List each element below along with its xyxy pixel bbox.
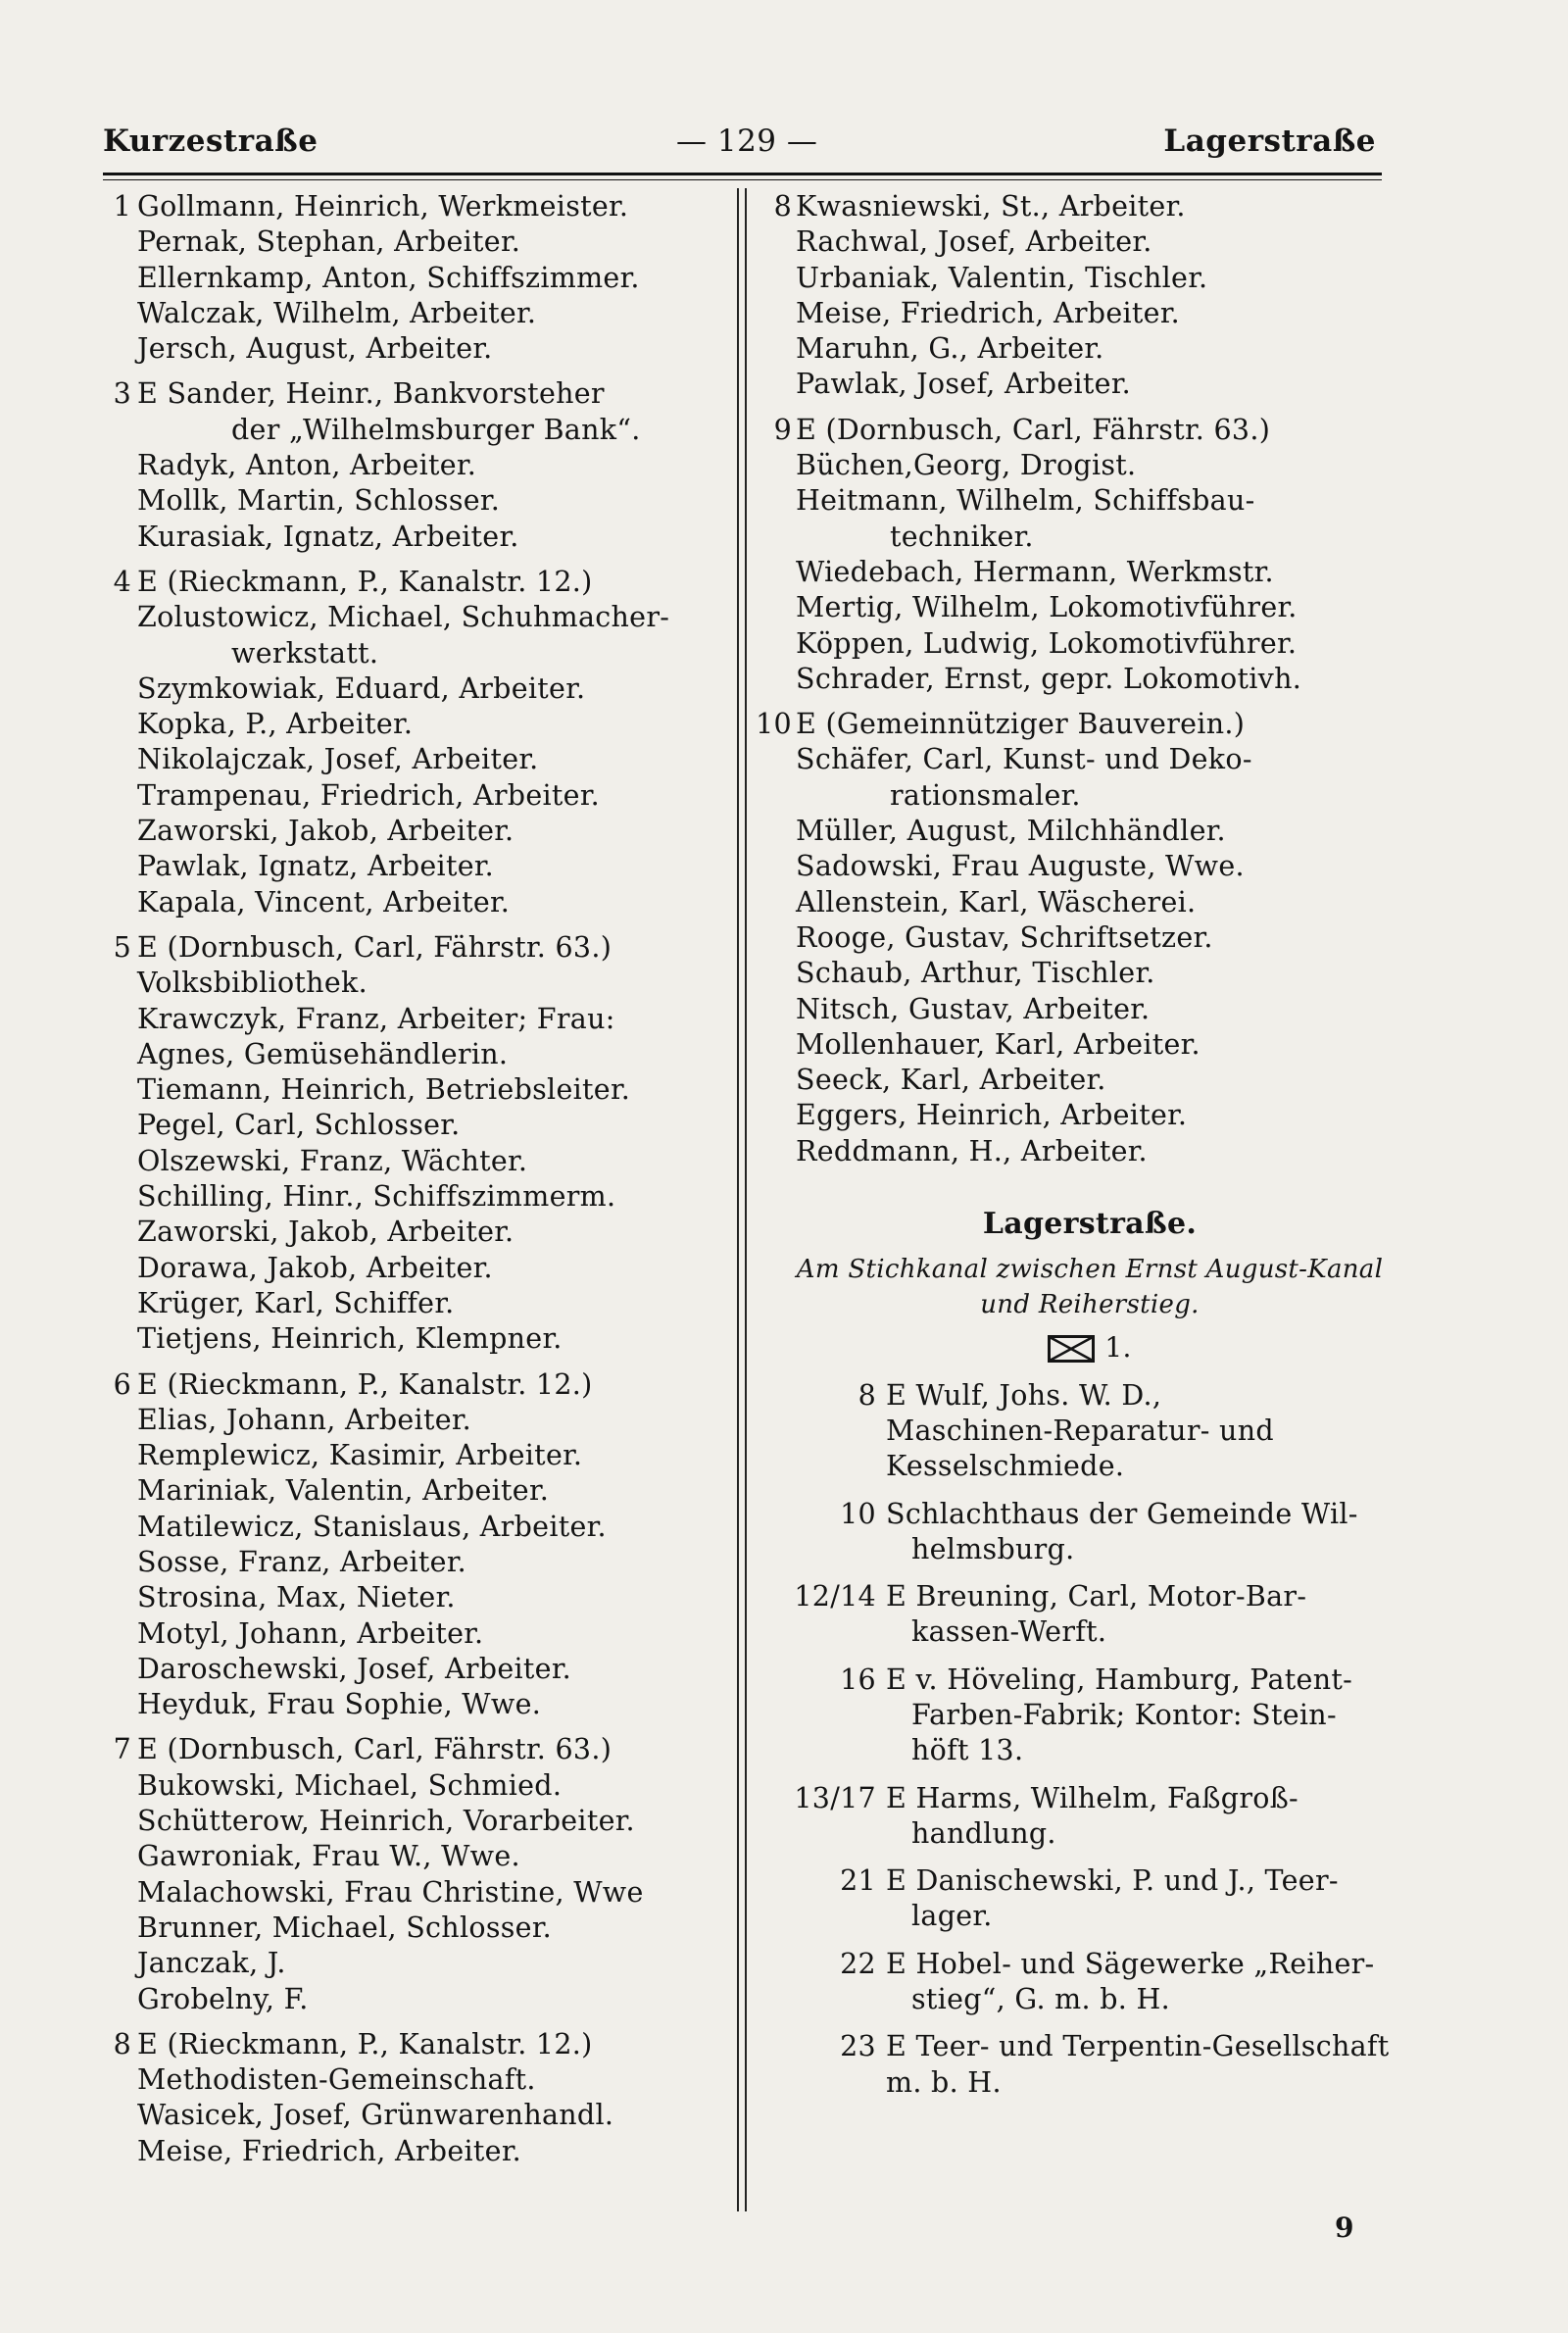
house-entry: [796, 1663, 1384, 1769]
entry-line: [137, 1438, 725, 1473]
resident-text: E (Dornbusch, Carl, Fährstr. 63.): [137, 930, 612, 964]
entry-first-line: [773, 413, 1384, 448]
resident-text: Nikolajczak, Josef, Arbeiter.: [137, 743, 539, 776]
entry-first-line: [756, 707, 1384, 742]
entry-line: [137, 1108, 725, 1143]
house-entry: [796, 2029, 1390, 2101]
entry-line: [796, 992, 1384, 1027]
entry-line: [137, 966, 725, 1001]
resident-text: stieg“, G. m. b. H.: [911, 1983, 1170, 2016]
resident-text: Kurasiak, Ignatz, Arbeiter.: [137, 520, 519, 553]
entry-line: [137, 520, 725, 555]
lagerstrasse-location-line-2: und Reiherstieg.: [980, 1290, 1200, 1320]
resident-text: Pawlak, Josef, Arbeiter.: [796, 368, 1132, 401]
resident-text: Bukowski, Michael, Schmied.: [137, 1768, 563, 1802]
entry-line: [796, 742, 1384, 777]
house-number: 10: [756, 708, 792, 741]
resident-text: Krawczyk, Franz, Arbeiter; Frau:: [137, 1002, 615, 1035]
house-number: 4: [113, 565, 131, 598]
entry-first-line: [796, 2029, 1390, 2064]
entry-line: [796, 367, 1384, 402]
resident-text: Seeck, Karl, Arbeiter.: [796, 1064, 1106, 1097]
entry-first-line: [796, 1497, 1384, 1532]
resident-text: höft 13.: [911, 1734, 1024, 1767]
house-entry: [113, 930, 725, 1358]
resident-text: Kesselschmiede.: [886, 1450, 1125, 1483]
resident-text: Meise, Friedrich, Arbeiter.: [137, 2134, 521, 2167]
house-entry: [113, 565, 725, 920]
left-column: [113, 189, 725, 2169]
entry-line: [137, 1652, 725, 1687]
resident-text: Gollmann, Heinrich, Werkmeister.: [137, 190, 629, 223]
resident-text: Kopka, P., Arbeiter.: [137, 708, 414, 741]
entry-first-line: [113, 376, 725, 412]
resident-text: Gawroniak, Frau W., Wwe.: [137, 1840, 520, 1873]
resident-text: E Danischewski, P. und J., Teer-: [886, 1864, 1339, 1898]
entry-line: [137, 636, 725, 671]
entry-line: [796, 1982, 1384, 2017]
entry-line: [137, 600, 725, 635]
resident-text: helmsburg.: [911, 1532, 1075, 1565]
entry-line: [137, 331, 725, 367]
house-entry: [756, 707, 1384, 1169]
entry-line: [137, 2098, 725, 2133]
entry-first-line: [796, 1863, 1384, 1899]
lagerstrasse-location-line-1: Am Stichkanal zwischen Ernst August-Kanal: [796, 1255, 1384, 1285]
entry-first-line: [113, 2027, 725, 2062]
resident-text: E (Rieckmann, P., Kanalstr. 12.): [137, 565, 593, 598]
house-number: 8: [858, 1378, 876, 1412]
resident-text: Schlachthaus der Gemeinde Wil-: [886, 1497, 1358, 1530]
entry-line: [796, 662, 1384, 697]
entry-line: [137, 1002, 725, 1037]
header-rule-thin: [103, 179, 1382, 180]
resident-text: Schaub, Arthur, Tischler.: [796, 957, 1155, 990]
house-number: 7: [113, 1733, 131, 1766]
resident-text: der „Wilhelmsburger Bank“.: [231, 413, 641, 446]
entry-line: [796, 956, 1384, 991]
resident-text: Mollenhauer, Karl, Arbeiter.: [796, 1027, 1200, 1061]
entry-line: [137, 261, 725, 296]
resident-text: Brunner, Michael, Schlosser.: [137, 1911, 552, 1944]
house-number: 12/14: [794, 1580, 876, 1613]
entry-line: [796, 1816, 1384, 1852]
resident-text: Ellernkamp, Anton, Schiffszimmer.: [137, 261, 640, 294]
entry-line: [137, 1982, 725, 2017]
entry-line: [137, 1179, 725, 1215]
resident-text: Zaworski, Jakob, Arbeiter.: [137, 815, 514, 848]
resident-text: Matilewicz, Stanislaus, Arbeiter.: [137, 1510, 607, 1543]
resident-text: Meise, Friedrich, Arbeiter.: [796, 296, 1180, 329]
house-entry: [796, 1947, 1384, 2018]
entry-line: [796, 296, 1384, 331]
resident-text: Radyk, Anton, Arbeiter.: [137, 449, 477, 482]
resident-text: Wiedebach, Hermann, Werkmstr.: [796, 555, 1274, 588]
resident-text: Dorawa, Jakob, Arbeiter.: [137, 1251, 493, 1284]
resident-text: Allenstein, Karl, Wäscherei.: [796, 885, 1197, 918]
resident-text: Volksbibliothek.: [137, 967, 368, 1000]
house-number: 5: [113, 930, 131, 964]
resident-text: Remplewicz, Kasimir, Arbeiter.: [137, 1439, 583, 1472]
resident-text: Grobelny, F.: [137, 1982, 309, 2015]
resident-text: Farben-Fabrik; Kontor: Stein-: [911, 1698, 1337, 1731]
resident-text: Heyduk, Frau Sophie, Wwe.: [137, 1688, 542, 1721]
entry-line: [137, 671, 725, 707]
resident-text: Kapala, Vincent, Arbeiter.: [137, 885, 511, 918]
entry-line: [137, 1768, 725, 1804]
resident-text: Daroschewski, Josef, Arbeiter.: [137, 1652, 571, 1685]
entry-line: [796, 849, 1384, 884]
envelope-icon: [1048, 1335, 1095, 1363]
entry-line: [137, 224, 725, 260]
entry-first-line: [796, 1579, 1384, 1614]
entry-first-line: [796, 1947, 1384, 1982]
resident-text: Rachwal, Josef, Arbeiter.: [796, 225, 1152, 259]
resident-text: rationsmaler.: [890, 778, 1081, 812]
entry-line: [137, 849, 725, 884]
house-entry: [113, 1732, 725, 2016]
entry-first-line: [773, 189, 1384, 224]
house-entry: [113, 189, 725, 367]
entry-first-line: [796, 1663, 1384, 1698]
house-entry: [796, 1781, 1384, 1853]
entry-line: [137, 742, 725, 777]
house-number: 3: [113, 377, 131, 411]
resident-text: kassen-Werft.: [911, 1615, 1107, 1649]
house-number: 23: [840, 2030, 876, 2063]
header-left-street: Kurzestraße: [103, 124, 318, 159]
resident-text: Walczak, Wilhelm, Arbeiter.: [137, 296, 537, 329]
entry-line: [137, 1911, 725, 1946]
resident-text: werkstatt.: [231, 636, 379, 670]
entry-line: [137, 2062, 725, 2098]
entry-line: [137, 814, 725, 849]
resident-text: m. b. H.: [886, 2065, 1002, 2099]
entry-line: [137, 1545, 725, 1580]
house-entry: [773, 413, 1384, 697]
header-rule-thick: [103, 173, 1382, 175]
resident-text: Methodisten-Gemeinschaft.: [137, 2063, 536, 2097]
resident-text: Janczak, J.: [137, 1947, 286, 1980]
resident-text: E Hobel- und Sägewerke „Reiher-: [886, 1947, 1375, 1980]
entry-line: [796, 1899, 1384, 1934]
entry-line: [137, 1946, 725, 1981]
entry-line: [137, 1839, 725, 1874]
resident-text: Schäfer, Carl, Kunst- und Deko-: [796, 743, 1252, 776]
resident-text: Jersch, August, Arbeiter.: [137, 332, 493, 366]
entry-line: [137, 296, 725, 331]
entry-line: [796, 885, 1384, 920]
entry-line: [796, 814, 1384, 849]
entry-line: [796, 224, 1384, 260]
entry-first-line: [113, 930, 725, 966]
entry-line: [796, 1733, 1384, 1768]
entry-line: [137, 1580, 725, 1615]
resident-text: Mollk, Martin, Schlosser.: [137, 484, 501, 518]
resident-text: Malachowski, Frau Christine, Wwe: [137, 1875, 644, 1909]
entry-line: [137, 1286, 725, 1321]
house-entry: [113, 1367, 725, 1723]
house-entry: [796, 1863, 1384, 1935]
house-number: 8: [773, 190, 792, 223]
resident-text: E (Dornbusch, Carl, Fährstr. 63.): [137, 1733, 612, 1766]
entry-line: [796, 1614, 1384, 1650]
resident-text: Olszewski, Franz, Wächter.: [137, 1144, 528, 1177]
entry-line: [137, 1037, 725, 1072]
entry-line: [796, 448, 1384, 483]
entry-line: [137, 2134, 725, 2169]
entry-line: [796, 555, 1384, 590]
entry-first-line: [796, 1781, 1384, 1816]
resident-text: Pawlak, Ignatz, Arbeiter.: [137, 850, 495, 883]
resident-text: handlung.: [911, 1816, 1056, 1850]
entry-line: [137, 1616, 725, 1652]
lagerstrasse-title: Lagerstraße.: [982, 1207, 1198, 1242]
resident-text: Reddmann, H., Arbeiter.: [796, 1134, 1148, 1167]
entry-line: [137, 1072, 725, 1108]
house-number: 22: [840, 1947, 876, 1980]
column-divider: [737, 188, 739, 2211]
resident-text: Schrader, Ernst, gepr. Lokomotivh.: [796, 662, 1302, 695]
entry-line: [137, 1804, 725, 1839]
house-number: 6: [113, 1367, 131, 1401]
entry-line: [796, 1027, 1384, 1063]
house-number: 1: [113, 190, 131, 223]
entry-line: [796, 331, 1384, 367]
entry-line: [796, 2065, 1384, 2101]
post-district: [796, 1330, 1384, 1365]
entry-line: [796, 1449, 1384, 1484]
entry-line: [137, 707, 725, 742]
entry-line: [796, 778, 1384, 814]
resident-text: Elias, Johann, Arbeiter.: [137, 1403, 472, 1436]
resident-text: E (Rieckmann, P., Kanalstr. 12.): [137, 2027, 593, 2060]
house-entry: [796, 1497, 1384, 1568]
entry-line: [796, 920, 1384, 956]
resident-text: Zolustowicz, Michael, Schuhmacher-: [137, 601, 670, 634]
resident-text: Kwasniewski, St., Arbeiter.: [796, 190, 1186, 223]
house-entry: [113, 2027, 725, 2169]
resident-text: E (Rieckmann, P., Kanalstr. 12.): [137, 1367, 593, 1401]
entry-line: [796, 1532, 1384, 1567]
house-entry: [796, 1378, 1384, 1485]
entry-first-line: [113, 1367, 725, 1403]
resident-text: E (Dornbusch, Carl, Fährstr. 63.): [796, 413, 1271, 446]
entry-line: [137, 413, 725, 448]
resident-text: Heitmann, Wilhelm, Schiffsbau-: [796, 484, 1255, 518]
resident-text: Wasicek, Josef, Grünwarenhandl.: [137, 2099, 614, 2132]
house-entry: [773, 189, 1384, 403]
house-number: 21: [840, 1864, 876, 1898]
house-entry: [113, 376, 725, 554]
entry-line: [796, 1414, 1384, 1449]
entry-line: [137, 1403, 725, 1438]
entry-line: [137, 1687, 725, 1722]
resident-text: Rooge, Gustav, Schriftsetzer.: [796, 920, 1213, 954]
entry-first-line: [113, 189, 725, 224]
header-right-street: Lagerstraße: [1163, 124, 1376, 159]
entry-line: [137, 1251, 725, 1286]
resident-text: Krüger, Karl, Schiffer.: [137, 1286, 455, 1319]
house-entry: [796, 1579, 1384, 1651]
resident-text: Mertig, Wilhelm, Lokomotivführer.: [796, 591, 1298, 624]
resident-text: E Breuning, Carl, Motor-Bar-: [886, 1580, 1307, 1613]
entry-line: [137, 1875, 725, 1911]
house-number: 13/17: [794, 1781, 876, 1814]
entry-line: [137, 1144, 725, 1179]
entry-first-line: [796, 1378, 1384, 1414]
house-number: 8: [113, 2027, 131, 2060]
kurzestrasse-continuation: [756, 189, 1384, 1169]
resident-text: E Teer- und Terpentin-Gesellschaft: [886, 2030, 1390, 2063]
entry-line: [137, 1215, 725, 1250]
entry-line: [796, 483, 1384, 519]
resident-text: lager.: [911, 1900, 993, 1933]
entry-line: [796, 1698, 1384, 1733]
resident-text: Müller, August, Milchhändler.: [796, 815, 1226, 848]
resident-text: E Wulf, Johs. W. D.,: [886, 1378, 1162, 1412]
resident-text: Strosina, Max, Nieter.: [137, 1581, 456, 1614]
resident-text: E (Gemeinnütziger Bauverein.): [796, 708, 1246, 741]
resident-text: Eggers, Heinrich, Arbeiter.: [796, 1099, 1188, 1132]
resident-text: E v. Höveling, Hamburg, Patent-: [886, 1663, 1353, 1696]
house-number: 9: [773, 413, 792, 446]
resident-text: Köppen, Ludwig, Lokomotivführer.: [796, 626, 1298, 660]
resident-text: Sadowski, Frau Auguste, Wwe.: [796, 850, 1245, 883]
entry-line: [137, 1473, 725, 1509]
entry-line: [796, 1134, 1384, 1169]
resident-text: techniker.: [890, 520, 1034, 553]
house-number: 10: [840, 1497, 876, 1530]
lagerstrasse-entries: [794, 1378, 1390, 2101]
resident-text: Trampenau, Friedrich, Arbeiter.: [137, 778, 600, 812]
entry-first-line: [113, 1732, 725, 1767]
resident-text: E Sander, Heinr., Bankvorsteher: [137, 377, 605, 411]
entry-line: [796, 1063, 1384, 1098]
entry-line: [796, 590, 1384, 625]
entry-line: [796, 626, 1384, 662]
resident-text: Schütterow, Heinrich, Vorarbeiter.: [137, 1805, 635, 1838]
entry-line: [796, 261, 1384, 296]
post-district-number: 1.: [1104, 1331, 1132, 1365]
resident-text: Motyl, Johann, Arbeiter.: [137, 1616, 484, 1650]
resident-text: Agnes, Gemüsehändlerin.: [137, 1037, 509, 1070]
entry-line: [137, 1510, 725, 1545]
house-number: 16: [840, 1663, 876, 1696]
resident-text: Zaworski, Jakob, Arbeiter.: [137, 1216, 514, 1249]
entry-line: [796, 520, 1384, 555]
resident-text: Schilling, Hinr., Schiffszimmerm.: [137, 1180, 616, 1214]
resident-text: Mariniak, Valentin, Arbeiter.: [137, 1474, 550, 1508]
right-column: [756, 189, 1390, 2101]
entry-line: [137, 778, 725, 814]
resident-text: Tiemann, Heinrich, Betriebsleiter.: [137, 1073, 631, 1107]
resident-text: Maruhn, G., Arbeiter.: [796, 332, 1104, 366]
entry-line: [796, 1098, 1384, 1133]
resident-text: Szymkowiak, Eduard, Arbeiter.: [137, 671, 586, 705]
entry-line: [137, 1321, 725, 1357]
printer-signature: 9: [1335, 2211, 1354, 2244]
entry-line: [137, 885, 725, 920]
resident-text: Sosse, Franz, Arbeiter.: [137, 1545, 466, 1578]
entry-line: [137, 448, 725, 483]
entry-first-line: [113, 565, 725, 600]
column-divider-second: [745, 188, 747, 2211]
resident-text: Tietjens, Heinrich, Klempner.: [137, 1322, 563, 1356]
resident-text: E Harms, Wilhelm, Faßgroß-: [886, 1781, 1298, 1814]
resident-text: Urbaniak, Valentin, Tischler.: [796, 261, 1208, 294]
page-number: — 129 —: [676, 124, 818, 159]
resident-text: Büchen,Georg, Drogist.: [796, 449, 1137, 482]
entry-line: [137, 483, 725, 519]
resident-text: Pegel, Carl, Schlosser.: [137, 1109, 461, 1142]
resident-text: Nitsch, Gustav, Arbeiter.: [796, 992, 1151, 1025]
resident-text: Maschinen-Reparatur- und: [886, 1414, 1274, 1447]
resident-text: Pernak, Stephan, Arbeiter.: [137, 225, 521, 259]
